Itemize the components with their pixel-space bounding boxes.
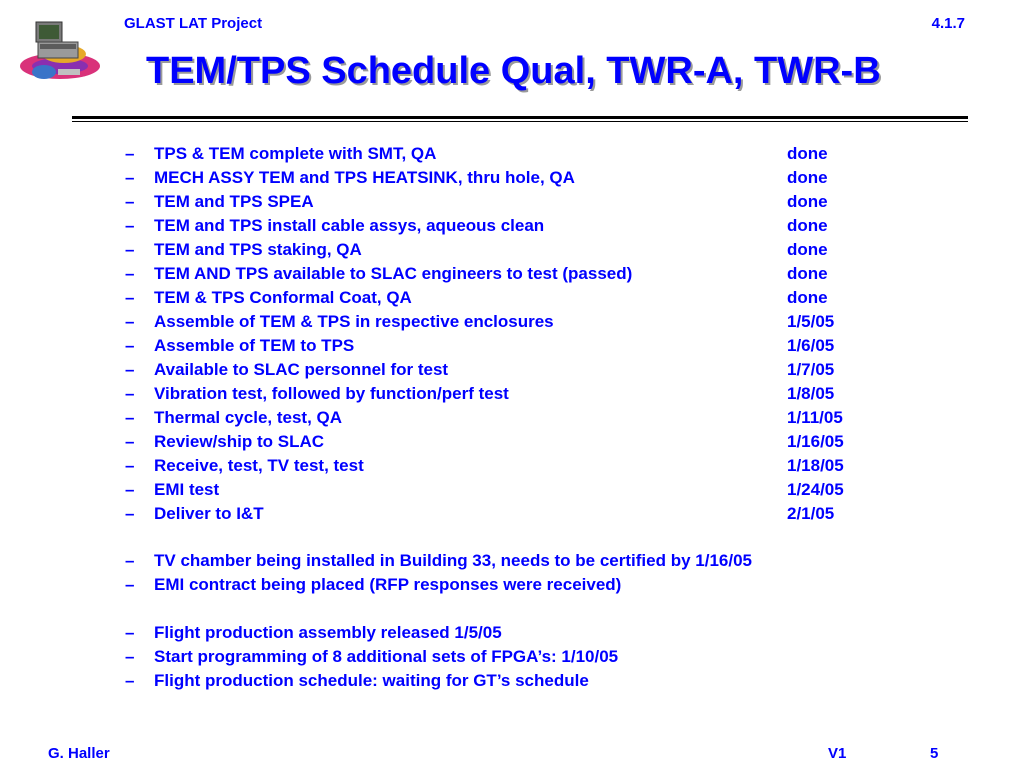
title-divider-thin xyxy=(72,121,968,122)
task-text: Vibration test, followed by function/perf test xyxy=(154,384,509,403)
section-number: 4.1.7 xyxy=(931,15,965,32)
task-date: 1/8/05 xyxy=(787,384,835,403)
bullet-dash: – xyxy=(125,360,135,379)
task-date: done xyxy=(787,168,828,187)
note-text: Flight production schedule: waiting for GT’s schedule xyxy=(154,671,589,690)
task-text: TEM and TPS SPEA xyxy=(154,192,314,211)
task-text: EMI test xyxy=(154,480,220,499)
bullet-dash: – xyxy=(125,312,135,331)
bullet-dash: – xyxy=(125,671,135,690)
task-text: TPS & TEM complete with SMT, QA xyxy=(154,144,437,163)
task-text: TEM and TPS install cable assys, aqueous clean xyxy=(154,216,545,235)
task-date: done xyxy=(787,216,828,235)
note-text: Start programming of 8 additional sets of FPGA’s: 1/10/05 xyxy=(154,647,619,666)
bullet-dash: – xyxy=(125,575,135,594)
bullet-dash: – xyxy=(125,264,135,283)
task-date: 1/18/05 xyxy=(787,456,844,475)
bullet-dash: – xyxy=(125,384,135,403)
bullet-dash: – xyxy=(125,480,135,499)
task-date: 1/7/05 xyxy=(787,360,835,379)
page-title: TEM/TPS Schedule Qual, TWR-A, TWR-B xyxy=(146,50,881,92)
note-text: EMI contract being placed (RFP responses were received) xyxy=(154,575,622,594)
task-date: done xyxy=(787,264,828,283)
footer-version: V1 xyxy=(828,745,847,762)
note-text: TV chamber being installed in Building 33, needs to be certified by 1/16/05 xyxy=(154,551,752,570)
footer-author: G. Haller xyxy=(48,745,110,762)
task-date: 1/11/05 xyxy=(787,408,843,427)
task-text: MECH ASSY TEM and TPS HEATSINK, thru hole, QA xyxy=(154,168,575,187)
task-text: Thermal cycle, test, QA xyxy=(154,408,343,427)
bullet-dash: – xyxy=(125,216,135,235)
task-text: Receive, test, TV test, test xyxy=(154,456,364,475)
project-name: GLAST LAT Project xyxy=(124,15,263,32)
title-divider xyxy=(72,116,968,119)
bullet-dash: – xyxy=(125,336,135,355)
note-text: Flight production assembly released 1/5/05 xyxy=(154,623,502,642)
task-text: TEM AND TPS available to SLAC engineers to test (passed) xyxy=(154,264,633,283)
task-text: Assemble of TEM & TPS in respective enclosures xyxy=(154,312,554,331)
bullet-dash: – xyxy=(125,192,135,211)
task-date: 1/24/05 xyxy=(787,480,844,499)
bullet-dash: – xyxy=(125,408,135,427)
bullet-dash: – xyxy=(125,432,135,451)
task-text: Deliver to I&T xyxy=(154,504,264,523)
page-number: 5 xyxy=(930,745,939,762)
task-text: TEM & TPS Conformal Coat, QA xyxy=(154,288,412,307)
bullet-dash: – xyxy=(125,288,135,307)
glast-logo xyxy=(14,14,106,88)
task-date: 1/16/05 xyxy=(787,432,844,451)
bullet-dash: – xyxy=(125,240,135,259)
bullet-dash: – xyxy=(125,168,135,187)
bullet-dash: – xyxy=(125,504,135,523)
task-text: Assemble of TEM to TPS xyxy=(154,336,355,355)
task-text: Review/ship to SLAC xyxy=(154,432,325,451)
task-date: 1/5/05 xyxy=(787,312,835,331)
bullet-dash: – xyxy=(125,623,135,642)
task-text: Available to SLAC personnel for test xyxy=(154,360,449,379)
bullet-dash: – xyxy=(125,456,135,475)
bullet-dash: – xyxy=(125,551,135,570)
bullet-dash: – xyxy=(125,647,135,666)
task-text: TEM and TPS staking, QA xyxy=(154,240,362,259)
task-date: done xyxy=(787,240,828,259)
task-date: done xyxy=(787,192,828,211)
task-date: done xyxy=(787,144,828,163)
task-date: done xyxy=(787,288,828,307)
bullet-dash: – xyxy=(125,144,135,163)
task-date: 2/1/05 xyxy=(787,504,835,523)
task-date: 1/6/05 xyxy=(787,336,835,355)
